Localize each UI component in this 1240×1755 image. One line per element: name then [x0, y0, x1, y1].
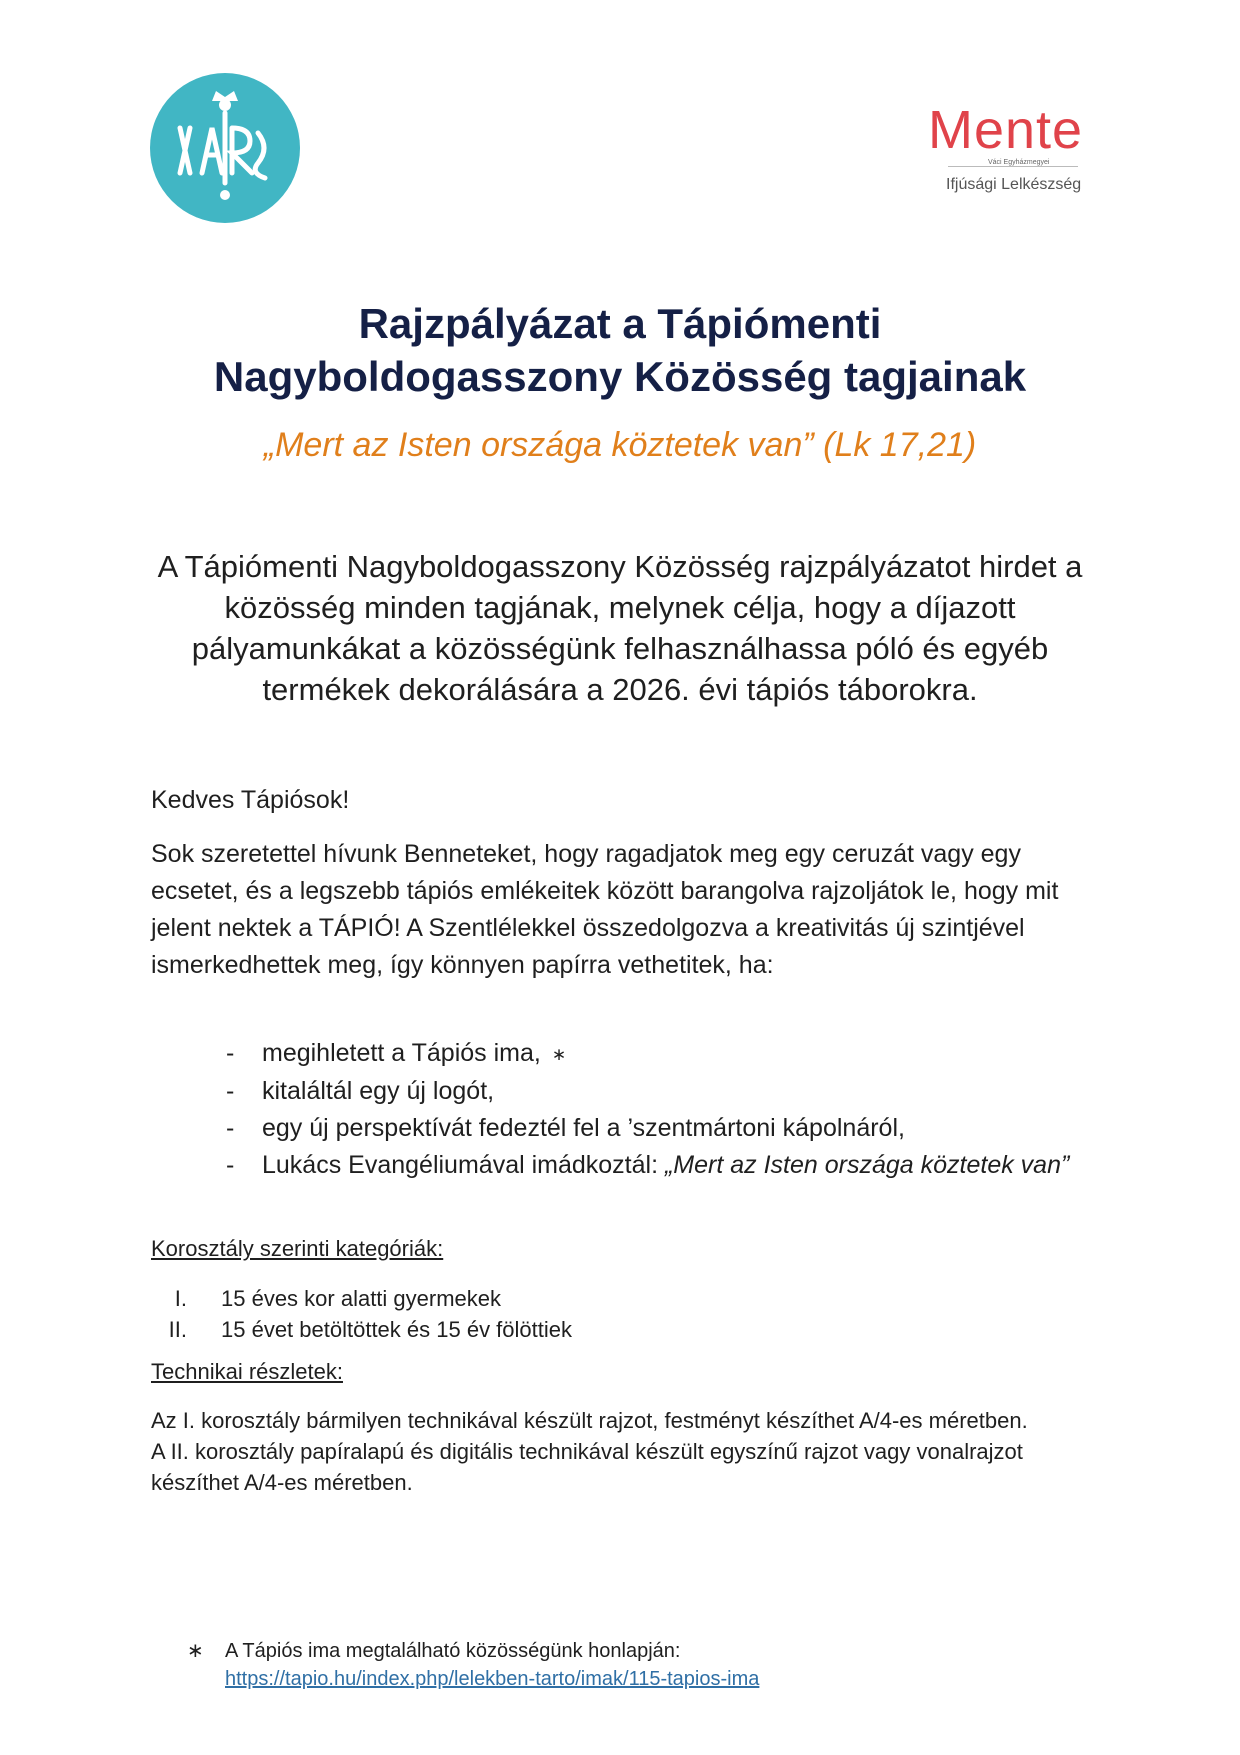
- invitation-paragraph: Sok szeretettel hívunk Benneteket, hogy ragadjatok meg egy ceruzát vagy egy ecsetet, és a legszebb tápiós emlékeitek között barangolva rajzoljátok le, hogy mit jelent nektek a TÁPIÓ! A Szentlélekkel összedolgozva a kreativitás új szintjével ismerkedhettek meg, így könnyen papírra vethetitek, ha:: [151, 840, 1059, 979]
- footnote-text: A Tápiós ima megtalálható közösségünk honlapján:: [225, 1640, 681, 1662]
- mente-divider: [948, 166, 1078, 167]
- list-item: [226, 1035, 1076, 1073]
- prayer-link[interactable]: https://tapio.hu/index.php/lelekben-tarto/imak/115-tapios-ima: [225, 1668, 760, 1690]
- mente-subtitle: Ifjúsági Lelkészség: [946, 176, 1082, 193]
- technical-line-2: A II. korosztály papíralapú és digitális technikával készült egyszínű rajzot vagy vonalrajzot készíthet A/4-es méretben.: [151, 1439, 1023, 1495]
- bullet-text: megihletett a Tápiós ima,: [262, 1039, 541, 1067]
- categories-list: [151, 1283, 572, 1345]
- bullet-text-wrap: [262, 1035, 1076, 1073]
- footnote-marker: ∗: [551, 1044, 567, 1064]
- list-item: [226, 1073, 1076, 1110]
- greeting: Kedves Tápiósok!: [151, 786, 350, 814]
- tapio-logo: [150, 73, 300, 223]
- bullet-text: egy új perspektívát fedeztél fel a ’szentmártoni kápolnáról,: [262, 1113, 905, 1142]
- bullet-dash: -: [226, 1150, 235, 1179]
- bullet-dash: -: [226, 1113, 235, 1142]
- bullet-list: [226, 1035, 1076, 1184]
- list-item: [151, 1314, 572, 1345]
- list-item: [226, 1147, 1076, 1184]
- technical-heading: Technikai részletek:: [151, 1359, 343, 1384]
- technical-line-1: Az I. korosztály bármilyen technikával készült rajzot, festményt készíthet A/4-es méretben.: [151, 1408, 1028, 1433]
- list-item: [151, 1283, 572, 1314]
- monogram-icon: [150, 73, 300, 223]
- category-text: 15 éves kor alatti gyermekek: [221, 1286, 502, 1311]
- category-text: 15 évet betöltöttek és 15 év fölöttiek: [221, 1317, 573, 1342]
- footnote-body: [225, 1637, 759, 1693]
- title-line-2: Nagyboldogasszony Közösség tagjainak: [213, 353, 1027, 400]
- bullet-text: kitaláltál egy új logót,: [262, 1076, 495, 1105]
- bullet-dash: -: [226, 1039, 235, 1067]
- bullet-dash: -: [226, 1076, 235, 1105]
- page-title: [0, 297, 1240, 403]
- mente-small-text: Váci Egyházmegyei: [988, 159, 1050, 166]
- bullet-text-wrap: [262, 1147, 1076, 1184]
- bullet-text: Lukács Evangéliumával imádkoztál:: [262, 1150, 665, 1179]
- bullet-quote: „Mert az Isten országa köztetek van”: [664, 1150, 1070, 1179]
- categories-heading: Korosztály szerinti kategóriák:: [151, 1236, 444, 1261]
- mente-wordmark: Mente: [928, 100, 1084, 160]
- mente-logo: [928, 100, 1098, 193]
- scripture-quote: „Mert az Isten országa köztetek van” (Lk 17,21): [263, 426, 977, 464]
- footnote-star: ∗: [187, 1640, 204, 1662]
- technical-details: [151, 1405, 1051, 1498]
- intro-paragraph: A Tápiómenti Nagyboldogasszony Közösség rajzpályázatot hirdet a közösség minden tagjának, melynek célja, hogy a díjazott pályamunkákat a közösségünk felhasználhassa póló és egyéb termékek dekorálására a 2026. évi tápiós táborokra.: [157, 549, 1083, 707]
- category-number: II.: [168, 1317, 187, 1342]
- list-item: [226, 1110, 1076, 1147]
- title-line-1: Rajzpályázat a Tápiómenti: [358, 300, 882, 347]
- footnote: [187, 1637, 759, 1693]
- category-number: I.: [174, 1286, 187, 1311]
